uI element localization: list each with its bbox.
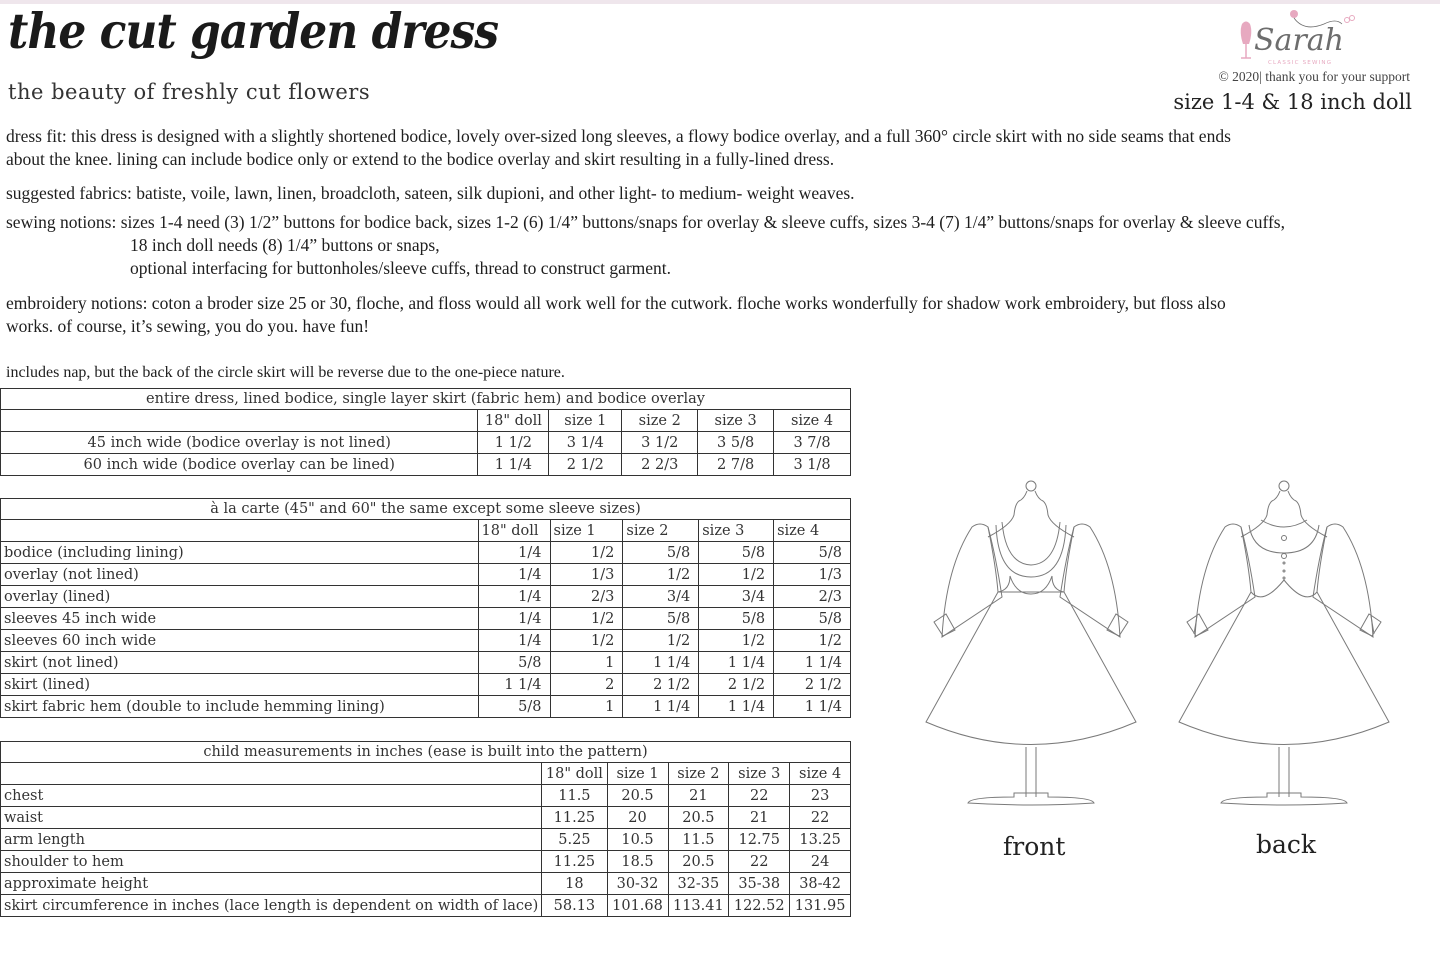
table-row	[1, 586, 851, 608]
table-caption-row	[1, 742, 851, 763]
button	[1282, 536, 1287, 541]
sarah-classic-sewing-logo	[1232, 6, 1362, 68]
cell: 122.52	[729, 895, 790, 917]
cell: 18	[542, 873, 607, 895]
cell: 131.95	[790, 895, 851, 917]
header-cell: size 3	[698, 410, 774, 432]
cell: 1	[550, 696, 623, 718]
table-row	[1, 674, 851, 696]
cell: 5/8	[623, 542, 699, 564]
row-label: sleeves 45 inch wide	[1, 608, 479, 630]
cell: 2	[550, 674, 623, 696]
table-header-row	[1, 520, 851, 542]
cell: 1	[550, 652, 623, 674]
button	[1283, 570, 1285, 572]
header-cell	[1, 520, 479, 542]
page-subtitle: the beauty of freshly cut flowers	[8, 80, 371, 104]
cell: 20	[607, 807, 668, 829]
copyright-text: © 2020| thank you for your support	[1218, 69, 1410, 84]
embroidery-line-2: works. of course, it’s sewing, you do you. have fun!	[6, 316, 370, 336]
cell: 5/8	[774, 542, 851, 564]
cell: 2 1/2	[623, 674, 699, 696]
cell: 11.25	[542, 807, 607, 829]
header-cell: 18" doll	[478, 410, 549, 432]
cell: 3 5/8	[698, 432, 774, 454]
table-row	[1, 454, 851, 476]
cell: 11.5	[542, 785, 607, 807]
row-label: chest	[1, 785, 542, 807]
header-cell: size 2	[622, 410, 698, 432]
table-caption: à la carte (45" and 60" the same except some sleeve sizes)	[1, 499, 851, 520]
cell: 1/2	[550, 630, 623, 652]
cell: 5/8	[699, 542, 774, 564]
cell: 32-35	[668, 873, 729, 895]
table-header-row	[1, 763, 851, 785]
header-cell	[1, 410, 478, 432]
row-label: skirt circumference in inches (lace length is dependent on width of lace)	[1, 895, 542, 917]
button	[1283, 577, 1285, 579]
header-cell: size 1	[607, 763, 668, 785]
table-header-row	[1, 410, 851, 432]
cell: 2 2/3	[622, 454, 698, 476]
cell: 5/8	[699, 608, 774, 630]
left-cuff	[934, 614, 955, 636]
cell: 1/3	[774, 564, 851, 586]
cell: 23	[790, 785, 851, 807]
cell: 2/3	[550, 586, 623, 608]
cell: 21	[668, 785, 729, 807]
page-title: the cut garden dress	[8, 4, 499, 61]
logo-name: Sarah	[1254, 23, 1344, 58]
table-row	[1, 542, 851, 564]
left-cuff	[1187, 614, 1208, 636]
row-label: overlay (not lined)	[1, 564, 479, 586]
cell: 1/4	[478, 542, 550, 564]
cell: 1 1/4	[623, 696, 699, 718]
suggested-fabrics: suggested fabrics: batiste, voile, lawn, linen, broadcloth, sateen, silk dupioni, and other light- to medium- weight weaves.	[6, 183, 855, 203]
nap-note: includes nap, but the back of the circle skirt will be reverse due to the one-piece nature.	[6, 364, 565, 381]
cell: 1 1/2	[478, 432, 549, 454]
header-cell: size 2	[668, 763, 729, 785]
table-caption: child measurements in inches (ease is built into the pattern)	[1, 742, 851, 763]
table-row	[1, 652, 851, 674]
row-label: skirt (lined)	[1, 674, 479, 696]
table-row	[1, 630, 851, 652]
cell: 10.5	[607, 829, 668, 851]
header-cell: size 3	[729, 763, 790, 785]
cell: 1/2	[774, 630, 851, 652]
row-label: overlay (lined)	[1, 586, 479, 608]
cell: 38-42	[790, 873, 851, 895]
cell: 1/4	[478, 586, 550, 608]
button	[1283, 562, 1285, 564]
cell: 18.5	[607, 851, 668, 873]
row-label: sleeves 60 inch wide	[1, 630, 479, 652]
front-label: front	[1003, 832, 1066, 861]
button	[1282, 554, 1287, 559]
header-cell: size 4	[774, 410, 851, 432]
row-label: arm length	[1, 829, 542, 851]
cell: 3 1/4	[549, 432, 622, 454]
cell: 1 1/4	[478, 674, 550, 696]
cell: 22	[729, 851, 790, 873]
cell: 5/8	[478, 696, 550, 718]
right-sleeve	[1060, 524, 1120, 637]
cell: 3/4	[699, 586, 774, 608]
entire-dress-yardage-table	[0, 388, 851, 476]
row-label: approximate height	[1, 873, 542, 895]
dress-fit-paragraph	[6, 125, 1231, 171]
table-row	[1, 895, 851, 917]
table-row	[1, 785, 851, 807]
sewing-notions-line-2: 18 inch doll needs (8) 1/4” buttons or snaps,	[130, 235, 440, 255]
cell: 1/2	[699, 630, 774, 652]
cell: 5.25	[542, 829, 607, 851]
sewing-notions-line-1: sewing notions: sizes 1-4 need (3) 1/2” buttons for bodice back, sizes 1-2 (6) 1/4” buttons/snaps for overlay & sleeve cuffs, sizes 3-4 (7) 1/4” buttons/snaps for overlay & sleeve cuffs,	[6, 212, 1285, 232]
table-row	[1, 696, 851, 718]
cell: 11.25	[542, 851, 607, 873]
logo-tagline: CLASSIC SEWING	[1268, 60, 1333, 66]
cell: 1/3	[550, 564, 623, 586]
header-cell: size 3	[699, 520, 774, 542]
row-label: bodice (including lining)	[1, 542, 479, 564]
dress-fit-line-1: dress fit: this dress is designed with a slightly shortened bodice, lovely over-sized long sleeves, a flowy bodice overlay, and a full 360° circle skirt with no side seams that ends	[6, 126, 1231, 146]
cell: 2 1/2	[699, 674, 774, 696]
header-cell	[1, 763, 542, 785]
sewing-notions-paragraph	[6, 211, 1285, 280]
cell: 58.13	[542, 895, 607, 917]
header-cell: size 2	[623, 520, 699, 542]
cell: 101.68	[607, 895, 668, 917]
front-view-drawing	[926, 481, 1136, 805]
row-label: 60 inch wide (bodice overlay can be lined)	[1, 454, 478, 476]
cell: 1/4	[478, 608, 550, 630]
header-cell: 18" doll	[542, 763, 607, 785]
cell: 1/2	[550, 608, 623, 630]
table-row	[1, 851, 851, 873]
cell: 3/4	[623, 586, 699, 608]
row-label: 45 inch wide (bodice overlay is not lined)	[1, 432, 478, 454]
cell: 1 1/4	[699, 696, 774, 718]
table-row	[1, 608, 851, 630]
cell: 5/8	[623, 608, 699, 630]
cell: 2 1/2	[549, 454, 622, 476]
cell: 30-32	[607, 873, 668, 895]
cell: 3 1/2	[622, 432, 698, 454]
row-label: skirt fabric hem (double to include hemming lining)	[1, 696, 479, 718]
table-caption-row	[1, 499, 851, 520]
cell: 11.5	[668, 829, 729, 851]
cell: 5/8	[478, 652, 550, 674]
header-cell: size 4	[790, 763, 851, 785]
embroidery-notions-paragraph	[6, 292, 1226, 338]
cell: 113.41	[668, 895, 729, 917]
cell: 12.75	[729, 829, 790, 851]
back-label: back	[1256, 830, 1317, 859]
sizes-heading: size 1-4 & 18 inch doll	[1173, 90, 1412, 114]
cell: 13.25	[790, 829, 851, 851]
cell: 1 1/4	[774, 652, 851, 674]
right-sleeve	[1313, 524, 1373, 637]
header-cell: size 1	[550, 520, 623, 542]
cell: 35-38	[729, 873, 790, 895]
scissors-icon	[1345, 16, 1355, 23]
table-row	[1, 432, 851, 454]
cell: 1/2	[550, 542, 623, 564]
cell: 1 1/4	[699, 652, 774, 674]
cell: 3 7/8	[774, 432, 851, 454]
cell: 2 7/8	[698, 454, 774, 476]
cell: 5/8	[774, 608, 851, 630]
right-cuff	[1360, 614, 1381, 636]
row-label: waist	[1, 807, 542, 829]
header-cell: size 1	[549, 410, 622, 432]
cell: 1/2	[699, 564, 774, 586]
header-cell: 18" doll	[478, 520, 550, 542]
dress-illustrations	[900, 470, 1410, 870]
header-cell: size 4	[774, 520, 851, 542]
cell: 1/4	[478, 564, 550, 586]
row-label: skirt (not lined)	[1, 652, 479, 674]
cell: 2 1/2	[774, 674, 851, 696]
left-sleeve	[1195, 524, 1255, 637]
cell: 22	[790, 807, 851, 829]
cell: 1 1/4	[774, 696, 851, 718]
a-la-carte-yardage-table	[0, 498, 851, 718]
cell: 2/3	[774, 586, 851, 608]
row-label: shoulder to hem	[1, 851, 542, 873]
cell: 20.5	[668, 851, 729, 873]
cell: 20.5	[668, 807, 729, 829]
cell: 1 1/4	[478, 454, 549, 476]
table-row	[1, 807, 851, 829]
cell: 20.5	[607, 785, 668, 807]
table-row	[1, 564, 851, 586]
dress-form-icon	[1241, 22, 1252, 59]
table-caption-row	[1, 389, 851, 410]
cell: 1/2	[623, 564, 699, 586]
dress-fit-line-2: about the knee. lining can include bodice only or extend to the bodice overlay and skirt resulting in a fully-lined dress.	[6, 149, 835, 169]
cell: 24	[790, 851, 851, 873]
child-measurements-table	[0, 741, 851, 917]
embroidery-line-1: embroidery notions: coton a broder size 25 or 30, floche, and floss would all work well for the cutwork. floche works wonderfully for shadow work embroidery, but floss also	[6, 293, 1226, 313]
table-row	[1, 829, 851, 851]
cell: 3 1/8	[774, 454, 851, 476]
right-cuff	[1107, 614, 1128, 636]
cell: 22	[729, 785, 790, 807]
table-caption: entire dress, lined bodice, single layer skirt (fabric hem) and bodice overlay	[1, 389, 851, 410]
sewing-notions-line-3: optional interfacing for buttonholes/sleeve cuffs, thread to construct garment.	[130, 258, 672, 278]
table-row	[1, 873, 851, 895]
cell: 1/2	[623, 630, 699, 652]
back-view-drawing	[1179, 481, 1389, 805]
cell: 21	[729, 807, 790, 829]
cell: 1 1/4	[623, 652, 699, 674]
left-sleeve	[942, 524, 1002, 637]
cell: 1/4	[478, 630, 550, 652]
